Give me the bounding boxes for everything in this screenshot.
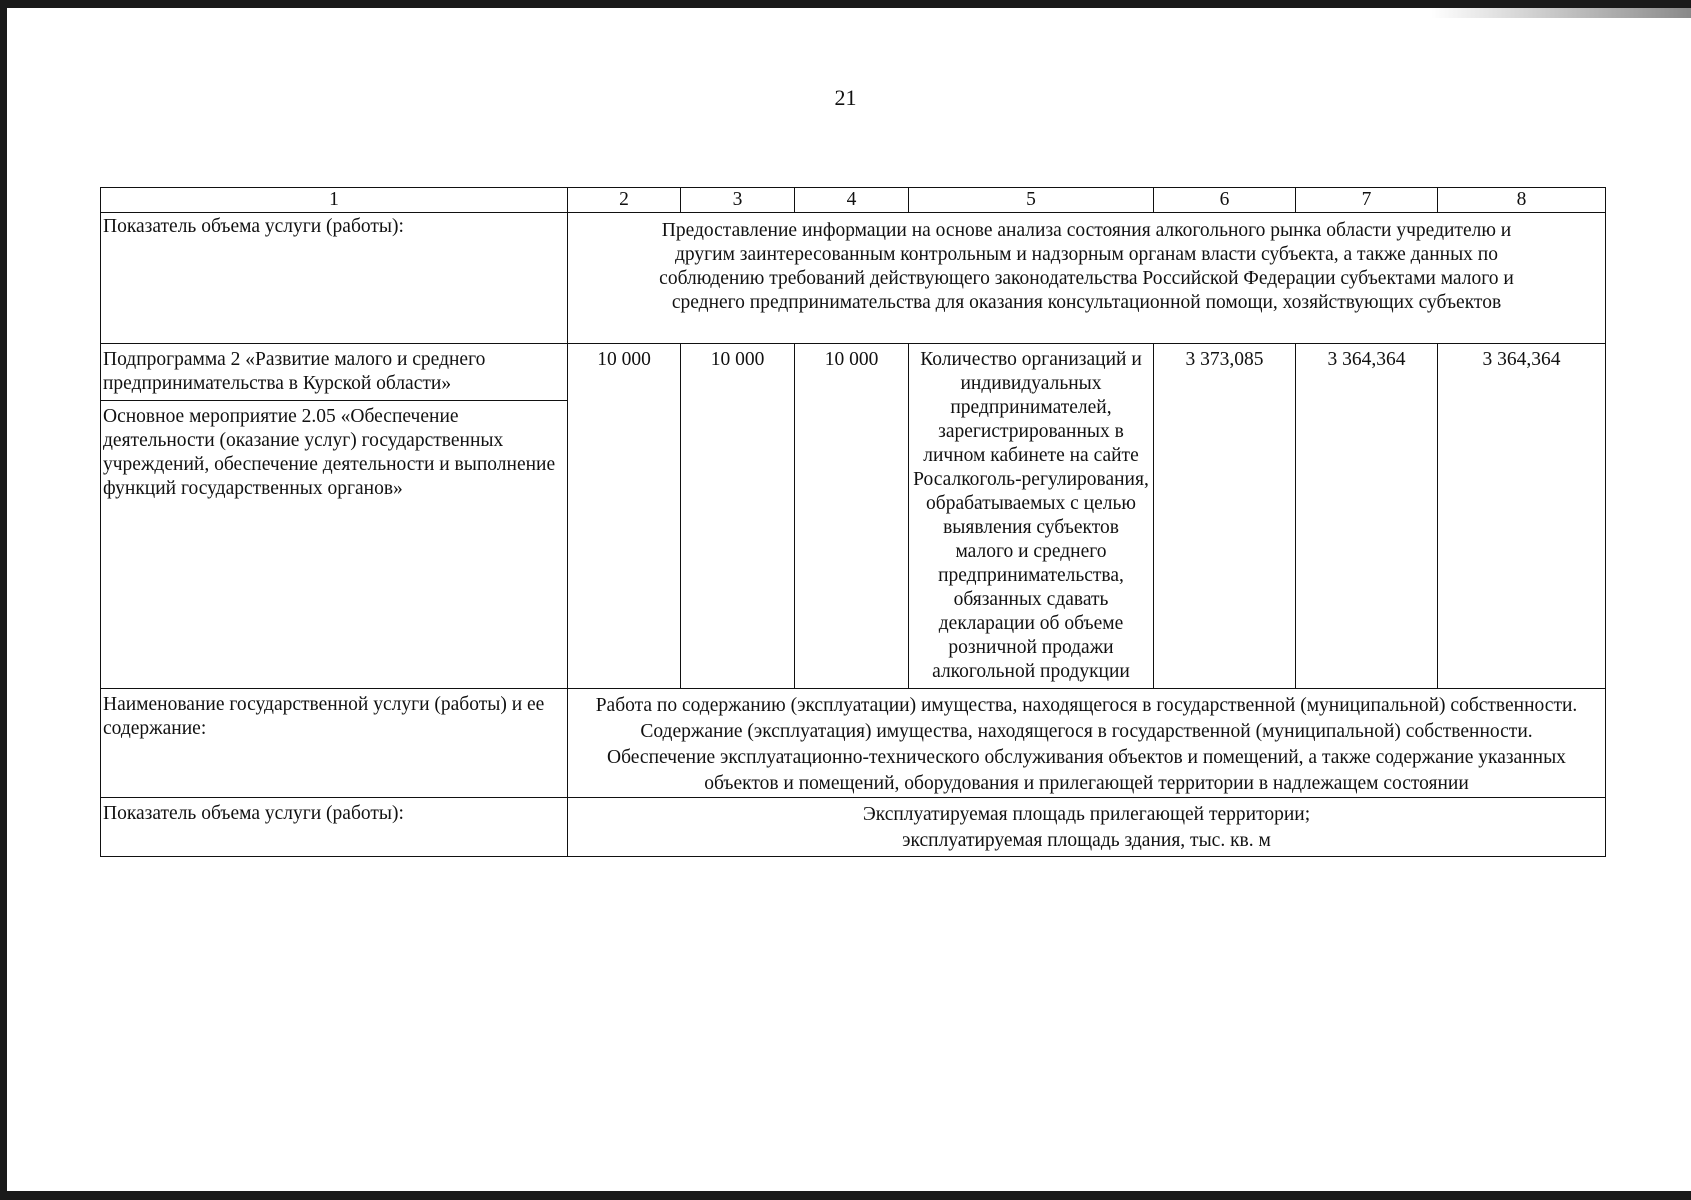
- service-description-line: соблюдению требований действующего законодательства Российской Федерации субъектами малого и: [659, 268, 1514, 289]
- service-description-line: другим заинтересованным контрольным и надзорным органам власти субъекта, а также данных по: [674, 244, 1498, 265]
- column-header-row: [101, 188, 1606, 213]
- column-header-1: 1: [101, 188, 568, 213]
- service-content-line: Обеспечение эксплуатационно-технического обслуживания объектов и помещений, а также содержание указанных объектов и помещений, оборудования и прилегающей территории в надлежащем состоянии: [607, 747, 1566, 794]
- service-description-line: среднего предпринимательства для оказания консультационной помощи, хозяйствующих субъектов: [671, 292, 1502, 313]
- main-activity-title: Основное мероприятие 2.05 «Обеспечение деятельности (оказание услуг) государственных учреждений, обеспечение деятельности и выполнение функций государственных органов»: [103, 406, 556, 499]
- service-table: [100, 187, 1606, 857]
- value-col-6: 3 373,085: [1154, 344, 1296, 689]
- column-header-7: 7: [1296, 188, 1438, 213]
- scan-border-bottom: [0, 1191, 1691, 1200]
- service-description: [568, 213, 1606, 344]
- subprogram-title: Подпрограмма 2 «Развитие малого и среднего предпринимательства в Курской области»: [101, 344, 567, 401]
- indicator-description: Количество организаций и индивидуальных предпринимателей, зарегистрированных в личном кабинете на сайте Росалкоголь-регулирования, обрабатываемых с целью выявления субъектов малого и среднего предпринимательства, обязанных сдавать декларации об объеме розничной продажи алкогольной продукции: [909, 344, 1154, 689]
- column-header-6: 6: [1154, 188, 1296, 213]
- row-label: Показатель объема услуги (работы):: [101, 798, 568, 857]
- table-row-service-name: [101, 689, 1606, 798]
- subprogram-label-cell: [101, 344, 568, 689]
- scan-border-left: [0, 0, 7, 1200]
- column-header-5: 5: [909, 188, 1154, 213]
- row-label: Наименование государственной услуги (работы) и ее содержание:: [101, 689, 568, 798]
- table-row-subprogram: [101, 344, 1606, 689]
- column-header-4: 4: [795, 188, 909, 213]
- row-label: Показатель объема услуги (работы):: [101, 213, 568, 344]
- scan-border-top: [0, 0, 1691, 8]
- service-content-line: Работа по содержанию (эксплуатации) имущества, находящегося в государственной (муниципальной) собственности.: [595, 695, 1578, 716]
- column-header-8: 8: [1438, 188, 1606, 213]
- service-content: [568, 689, 1606, 798]
- service-content-line: Содержание (эксплуатация) имущества, находящегося в государственной (муниципальной) собственности.: [640, 721, 1533, 742]
- value-col-2: 10 000: [568, 344, 681, 689]
- value-col-4: 10 000: [795, 344, 909, 689]
- page-number: 21: [834, 85, 857, 110]
- value-col-8: 3 364,364: [1438, 344, 1606, 689]
- table-row-service-indicator: [101, 213, 1606, 344]
- volume-indicator: [568, 798, 1606, 857]
- column-header-2: 2: [568, 188, 681, 213]
- column-header-3: 3: [681, 188, 795, 213]
- value-col-3: 10 000: [681, 344, 795, 689]
- volume-indicator-line: эксплуатируемая площадь здания, тыс. кв. м: [902, 830, 1271, 851]
- value-col-7: 3 364,364: [1296, 344, 1438, 689]
- table-row-volume-indicator: [101, 798, 1606, 857]
- volume-indicator-line: Эксплуатируемая площадь прилегающей территории;: [862, 804, 1311, 825]
- service-description-line: Предоставление информации на основе анализа состояния алкогольного рынка области учредителю и: [661, 220, 1512, 241]
